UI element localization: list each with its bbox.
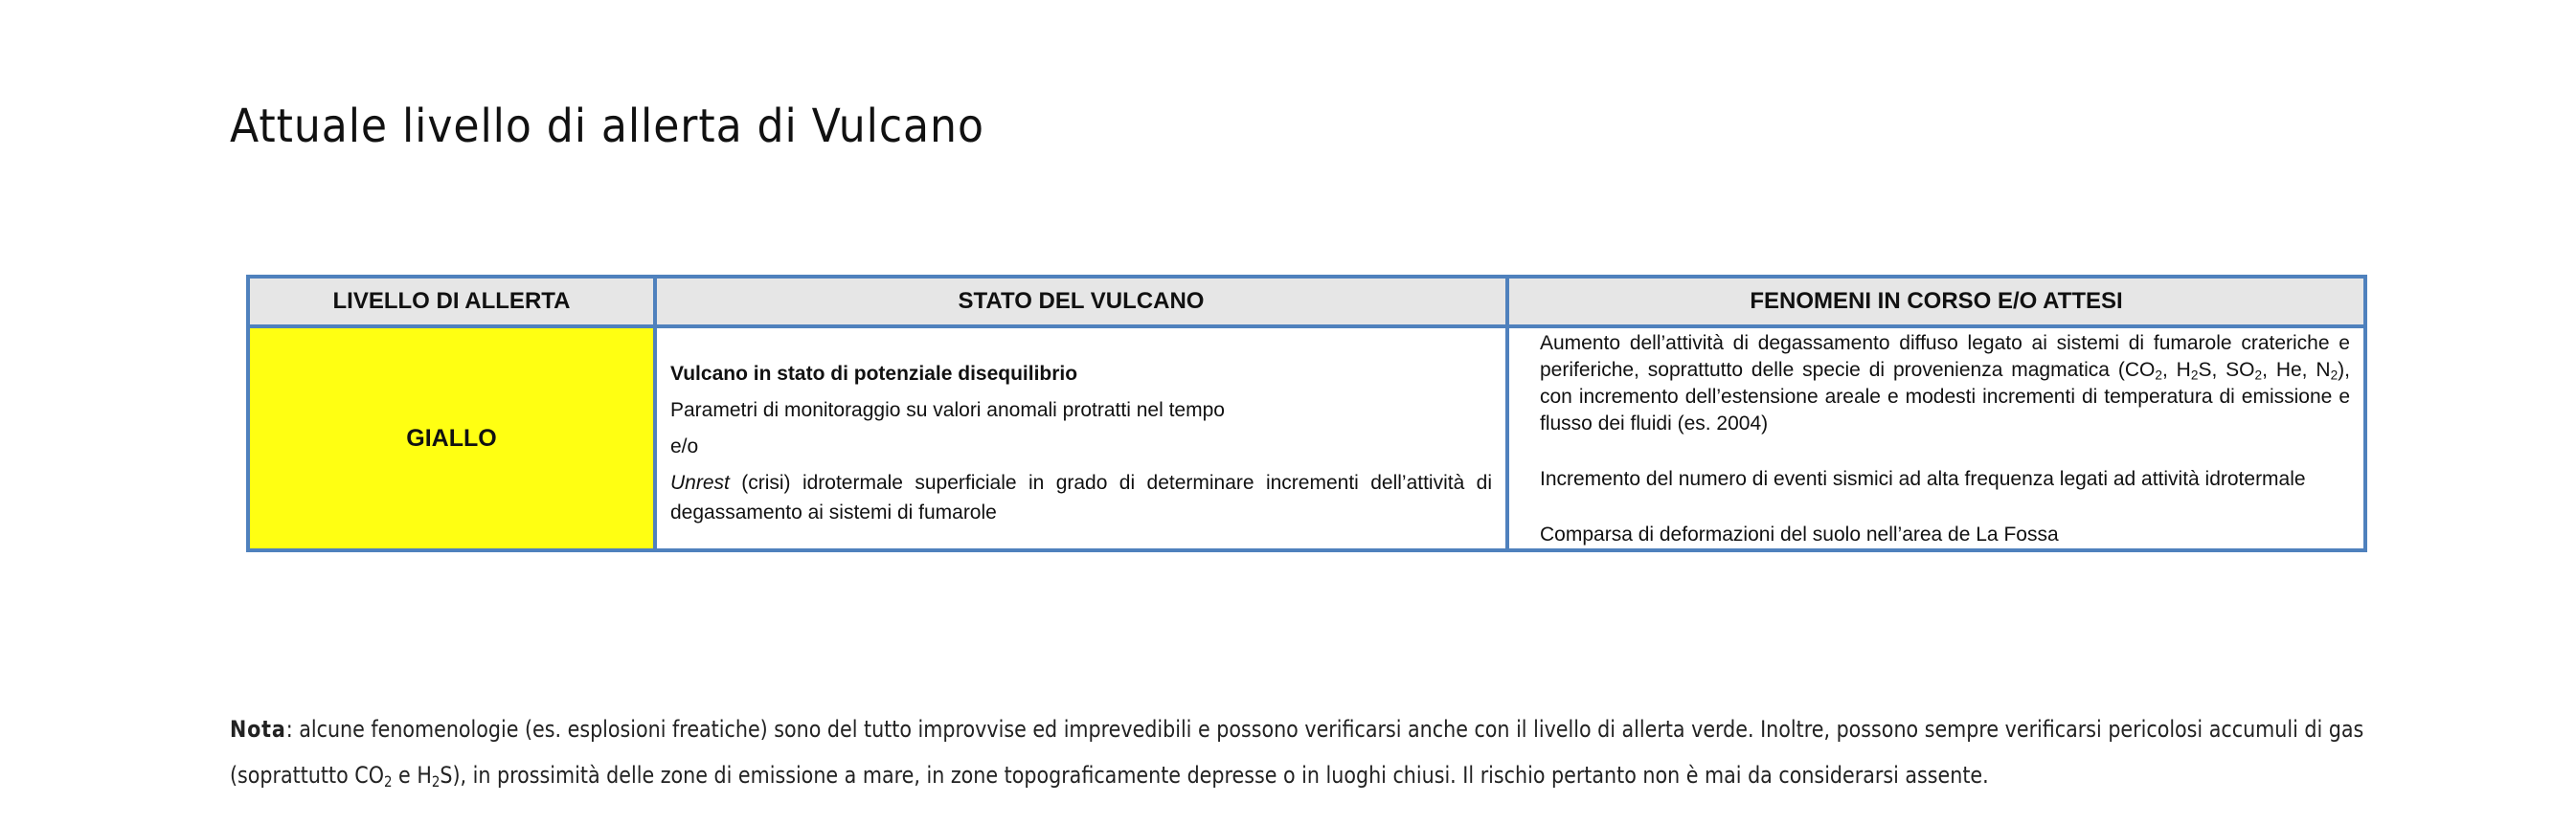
- alert-level-cell: [248, 326, 655, 550]
- fenomeni-sismicita: Incremento del numero di eventi sismici ad alta frequenza legati ad attività idrotermale: [1540, 468, 2306, 490]
- nota-paragraph: Nota: alcune fenomenologie (es. esplosioni freatiche) sono del tutto improvvise ed imprevedibili e possono verificarsi anche con il livello di allerta verde. Inoltre, possono sempre verificarsi pericolosi accumuli di gas (soprattutto $CO_2$ e $H_2S$), in prossimità delle zone di emissione a mare, in zone topograficamente depresse o in luoghi chiusi. Il rischio pertanto non è mai da considerarsi assente.: [230, 716, 2364, 791]
- fenomeni-deformazioni: Comparsa di deformazioni del suolo nell’area de La Fossa: [1540, 524, 2059, 546]
- header-fenomeni: FENOMENI IN CORSO E/O ATTESI: [1507, 277, 2365, 326]
- table-row: [248, 326, 2365, 550]
- fenomeni-cell: [1507, 326, 2365, 550]
- alert-level-table: [246, 275, 2367, 552]
- stato-unrest: Unrest (crisi) idrotermale superficiale in grado di determinare incrementi dell’attività di degassamento ai sistemi di fumarole: [670, 472, 1492, 524]
- stato-line-1: Parametri di monitoraggio su valori anomali protratti nel tempo: [670, 399, 1225, 421]
- stato-heading: Vulcano in stato di potenziale disequilibrio: [670, 363, 1078, 385]
- page-title: Attuale livello di allerta di Vulcano: [230, 100, 984, 153]
- fenomeni-degassamento: Aumento dell’attività di degassamento diffuso legato ai sistemi di fumarole crateriche e periferiche, soprattutto delle specie di provenienza magmatica ($CO_2$, $H_2S$, $SO_2$, He, $N_2$), con incremento dell’estensione areale e modesti incrementi di temperatura di emissione e flusso dei fluidi (es. 2004): [1540, 332, 2350, 435]
- stato-cell: [655, 326, 1507, 550]
- alert-level-label: GIALLO: [406, 424, 497, 452]
- header-livello-di-allerta: LIVELLO DI ALLERTA: [248, 277, 655, 326]
- nota-label: Nota: [230, 716, 286, 743]
- stato-line-2: e/o: [670, 435, 699, 457]
- header-stato-del-vulcano: STATO DEL VULCANO: [655, 277, 1507, 326]
- table-header-row: [248, 277, 2365, 326]
